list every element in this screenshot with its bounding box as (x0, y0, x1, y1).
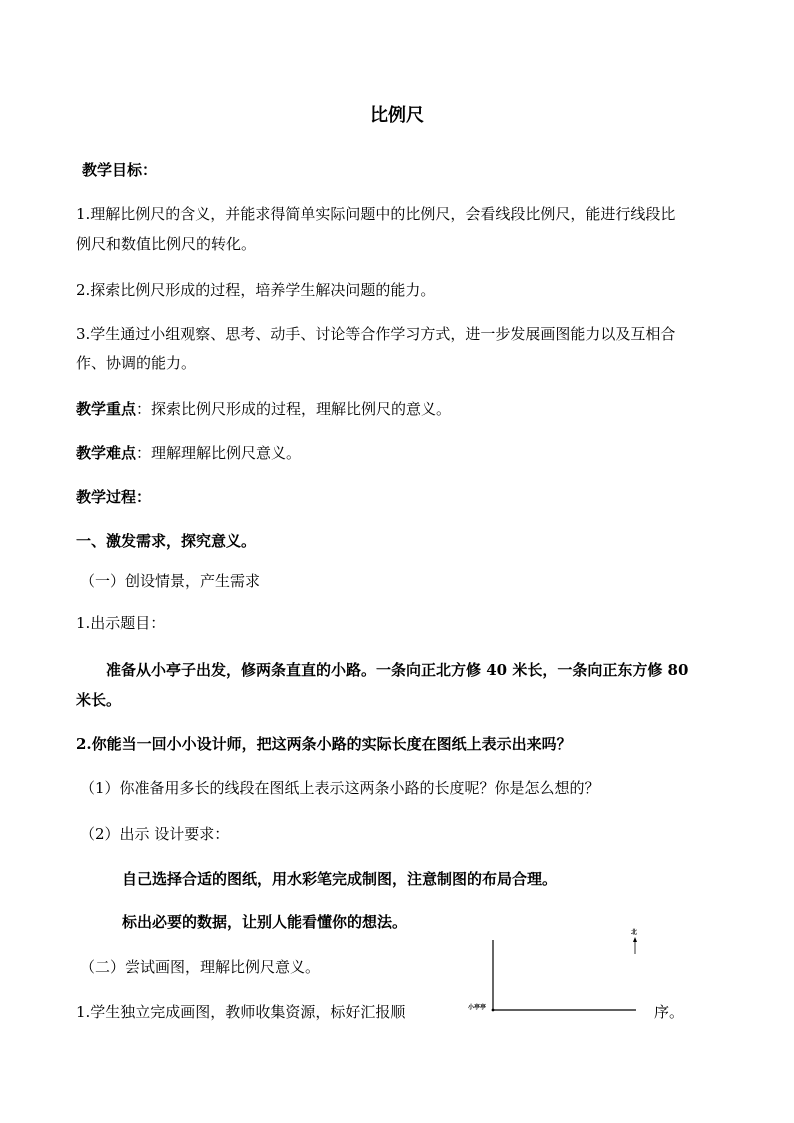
objective-3-line-1: 3.学生通过小组观察、思考、动手、讨论等合作学习方式，进一步发展画图能力以及互相合 (76, 325, 676, 343)
difficulty-text: ：理解理解比例尺意义。 (136, 444, 302, 462)
subsection-2-heading: （二）尝试画图，理解比例尺意义。 (80, 958, 321, 976)
key-point-text: ：探索比例尺形成的过程，理解比例尺的意义。 (136, 400, 452, 418)
paths-diagram-svg (464, 928, 654, 1028)
objectives-heading: 教学目标： (82, 161, 158, 179)
difficulty (76, 443, 301, 463)
north-label: 北 (631, 929, 638, 936)
section-1-heading: 一、激发需求，探究意义。 (76, 532, 257, 550)
subsection-1-heading: （一）创设情景，产生需求 (80, 572, 261, 590)
pavilion-label: 小亭亭 (468, 1004, 487, 1011)
key-point-label: 教学重点 (76, 400, 137, 418)
problem-line-1: 准备从小亭子出发，修两条直直的小路。一条向正北方修 40 米长，一条向正东方修 80 (106, 661, 689, 679)
north-arrow-icon (633, 937, 637, 942)
step-1-start: 1.学生独立完成画图，教师收集资源，标好汇报顺 (76, 1003, 406, 1021)
difficulty-label: 教学难点 (76, 444, 137, 462)
item-1: 1.出示题目： (76, 614, 166, 632)
item-2: 2.你能当一回小小设计师，把这两条小路的实际长度在图纸上表示出来吗？ (76, 735, 572, 753)
objective-3-line-2: 作、协调的能力。 (76, 354, 197, 372)
step-1-end: 序。 (654, 1003, 685, 1021)
pavilion-point (492, 1009, 495, 1012)
paths-diagram (464, 928, 654, 1028)
objective-1-line-1: 1.理解比例尺的含义，并能求得简单实际问题中的比例尺，会看线段比例尺，能进行线段比 (76, 205, 676, 223)
requirement-2: 标出必要的数据，让别人能看懂你的想法。 (122, 913, 408, 931)
requirement-1: 自己选择合适的图纸，用水彩笔完成制图，注意制图的布局合理。 (122, 870, 558, 888)
objective-2: 2.探索比例尺形成的过程，培养学生解决问题的能力。 (76, 281, 436, 299)
process-heading: 教学过程： (76, 488, 152, 506)
question-1: （1）你准备用多长的线段在图纸上表示这两条小路的长度呢？你是怎么想的？ (80, 779, 600, 797)
question-2: （2）出示 设计要求： (80, 825, 230, 843)
objective-1-line-2: 例尺和数值比例尺的转化。 (76, 235, 257, 253)
key-point (76, 399, 451, 419)
problem-line-2: 米长。 (76, 691, 122, 709)
page-title: 比例尺 (370, 105, 424, 126)
